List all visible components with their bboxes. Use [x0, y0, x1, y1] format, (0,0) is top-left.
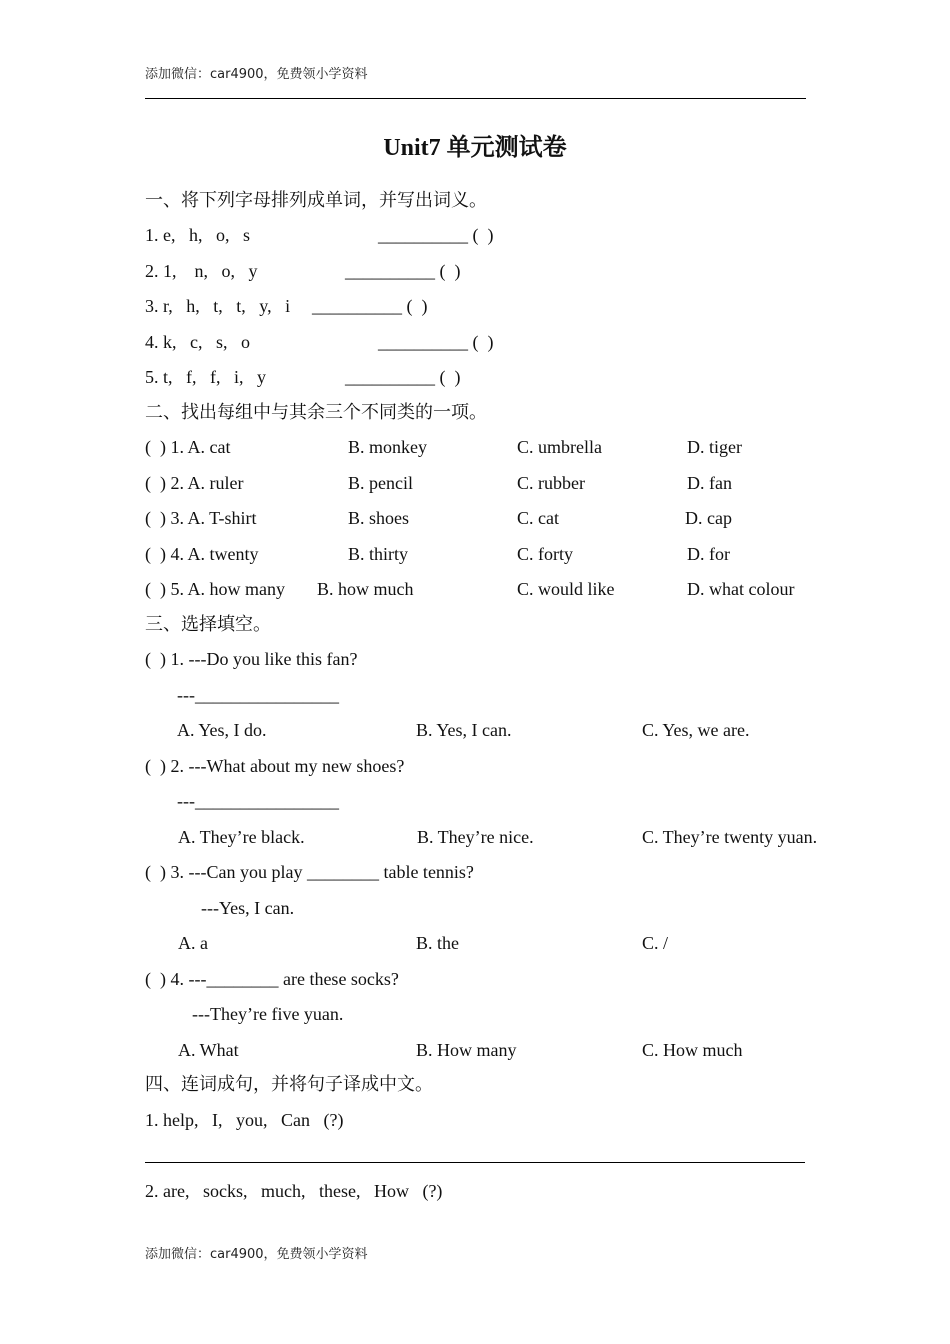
s1-item2-blank: __________ ( ): [345, 261, 461, 281]
s4-item1-words: 1. help, I, you, Can (?): [145, 1110, 344, 1130]
s2-row4-a: ( ) 4. A. twenty: [145, 544, 259, 564]
s3-q2-question: ( ) 2. ---What about my new shoes?: [145, 756, 405, 776]
s2-row3-a: ( ) 3. A. T-shirt: [145, 508, 257, 528]
s1-item4-letters: 4. k, c, s, o: [145, 332, 250, 352]
s2-row2-b: B. pencil: [348, 473, 413, 493]
s1-item2-letters: 2. 1, n, o, y: [145, 261, 258, 281]
s1-item3-blank: __________ ( ): [312, 296, 428, 316]
s1-item5-blank: __________ ( ): [345, 367, 461, 387]
s3-q2-response: ---________________: [177, 791, 339, 811]
s2-row1-c: C. umbrella: [517, 437, 602, 457]
s2-row5-d: D. what colour: [687, 579, 795, 599]
s2-row5-c: C. would like: [517, 579, 615, 599]
header-divider: [145, 98, 806, 99]
s2-row4-d: D. for: [687, 544, 730, 564]
s3-q4-option-a: A. What: [178, 1040, 239, 1060]
s3-q3-option-b: B. the: [416, 933, 459, 953]
s2-row4-b: B. thirty: [348, 544, 409, 564]
footer-note: 添加微信：car4900，免费领小学资料: [145, 1247, 368, 1262]
s3-q2-option-b: B. They’re nice.: [417, 827, 534, 847]
s3-q3-option-a: A. a: [178, 933, 208, 953]
s2-row1-b: B. monkey: [348, 437, 427, 457]
s2-row3-d: D. cap: [685, 508, 732, 528]
header-note: 添加微信：car4900，免费领小学资料: [145, 67, 368, 82]
s1-item5-letters: 5. t, f, f, i, y: [145, 367, 266, 387]
s1-item4-blank: __________ ( ): [378, 332, 494, 352]
s3-q1-option-b: B. Yes, I can.: [416, 720, 512, 740]
s3-q1-option-c: C. Yes, we are.: [642, 720, 750, 740]
s2-row3-c: C. cat: [517, 508, 559, 528]
s4-item1-answer-line: [145, 1162, 805, 1163]
s2-row4-c: C. forty: [517, 544, 573, 564]
s3-q1-response: ---________________: [177, 685, 339, 705]
section1-heading: 一、将下列字母排列成单词，并写出词义。: [145, 190, 487, 210]
s4-item2-words: 2. are, socks, much, these, How (?): [145, 1181, 443, 1201]
s3-q3-question: ( ) 3. ---Can you play ________ table tennis?: [145, 862, 474, 882]
s2-row2-d: D. fan: [687, 473, 732, 493]
s2-row1-d: D. tiger: [687, 437, 742, 457]
s1-item1-blank: __________ ( ): [378, 225, 494, 245]
s3-q4-option-c: C. How much: [642, 1040, 743, 1060]
s2-row2-a: ( ) 2. A. ruler: [145, 473, 244, 493]
section4-heading: 四、连词成句，并将句子译成中文。: [145, 1074, 433, 1094]
s3-q4-question: ( ) 4. ---________ are these socks?: [145, 969, 399, 989]
s3-q3-option-c: C. /: [642, 933, 669, 953]
s2-row5-a: ( ) 5. A. how many: [145, 579, 285, 599]
section3-heading: 三、选择填空。: [145, 614, 271, 634]
s1-item1-letters: 1. e, h, o, s: [145, 225, 250, 245]
s3-q1-option-a: A. Yes, I do.: [177, 720, 267, 740]
s3-q1-question: ( ) 1. ---Do you like this fan?: [145, 649, 358, 669]
section2-heading: 二、找出每组中与其余三个不同类的一项。: [145, 402, 487, 422]
s3-q3-response: ---Yes, I can.: [201, 898, 295, 918]
s3-q2-option-c: C. They’re twenty yuan.: [642, 827, 818, 847]
s2-row1-a: ( ) 1. A. cat: [145, 437, 231, 457]
s2-row5-b: B. how much: [317, 579, 414, 599]
s1-item3-letters: 3. r, h, t, t, y, i: [145, 296, 291, 316]
s2-row2-c: C. rubber: [517, 473, 585, 493]
page-title: Unit7 单元测试卷: [383, 135, 567, 161]
s3-q4-option-b: B. How many: [416, 1040, 517, 1060]
s3-q2-option-a: A. They’re black.: [178, 827, 305, 847]
s3-q4-response: ---They’re five yuan.: [192, 1004, 344, 1024]
s2-row3-b: B. shoes: [348, 508, 410, 528]
